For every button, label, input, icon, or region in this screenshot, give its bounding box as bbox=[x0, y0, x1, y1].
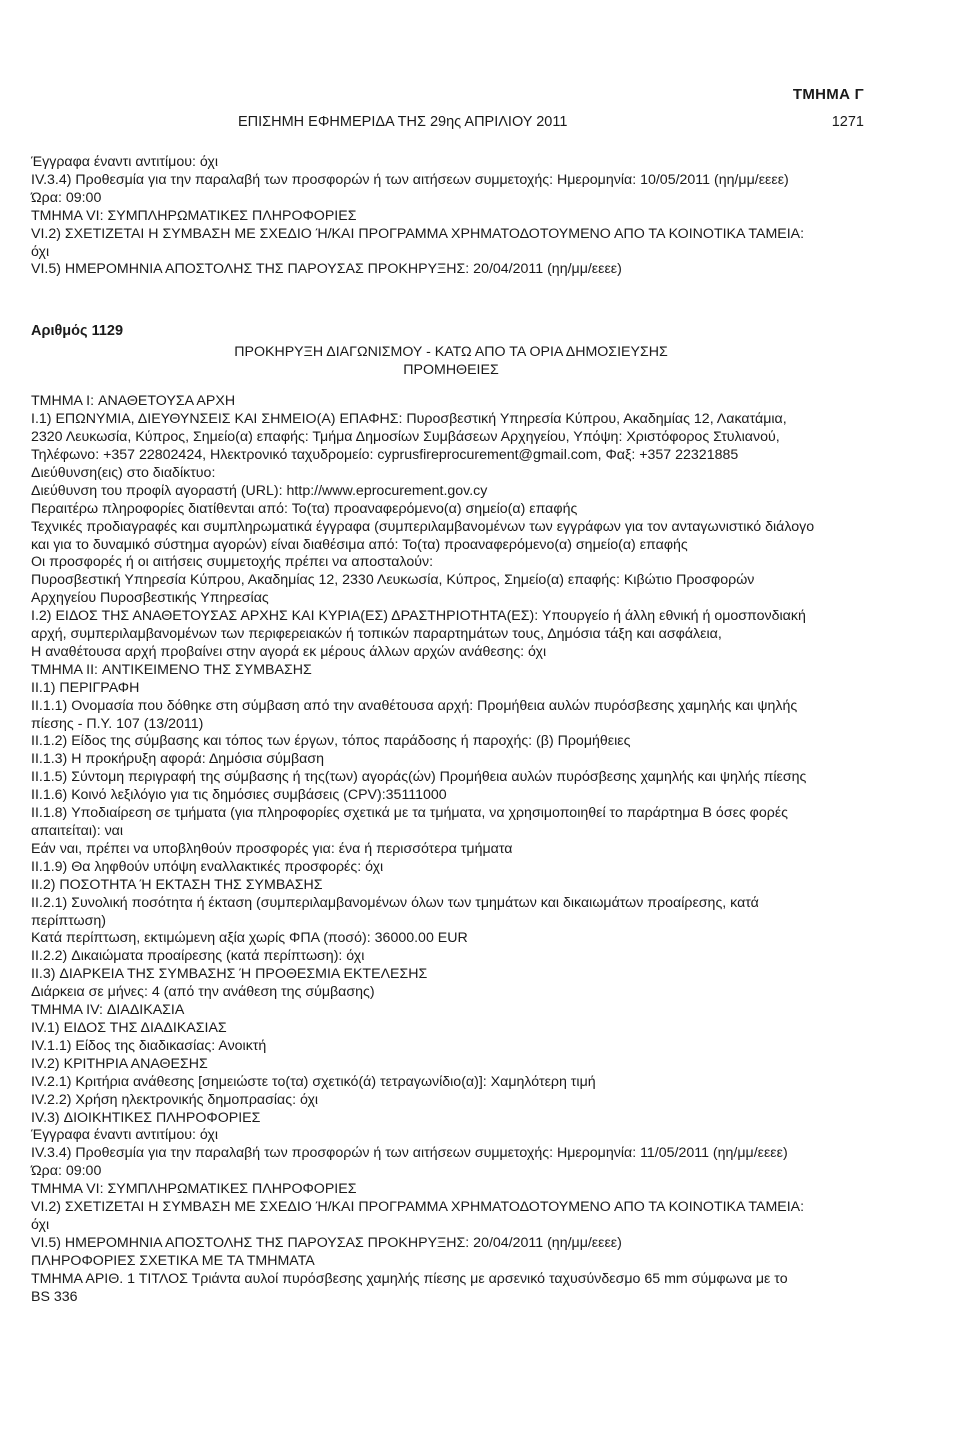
text-line: Ώρα: 09:00 bbox=[31, 189, 102, 206]
text-line: IV.1.1) Είδος της διαδικασίας: Ανοικτή bbox=[31, 1037, 267, 1054]
notice-title-line: ΠΡΟΚΗΡΥΞΗ ΔΙΑΓΩΝΙΣΜΟΥ - ΚΑΤΩ ΑΠΟ ΤΑ ΟΡΙΑ ΔΗΜΟΣΙΕΥΣΗΣ bbox=[234, 344, 668, 361]
text-line: II.1.5) Σύντομη περιγραφή της σύμβασης ή της(των) αγοράς(ών) Προμήθεια αυλών πυρόσβεσης χαμηλής και ψηλής πίεσης bbox=[31, 769, 807, 786]
text-line: VI.5) ΗΜΕΡΟΜΗΝΙΑ ΑΠΟΣΤΟΛΗΣ ΤΗΣ ΠΑΡΟΥΣΑΣ ΠΡΟΚΗΡΥΞΗΣ: 20/04/2011 (ηη/μμ/εεεε) bbox=[31, 1234, 622, 1251]
text-line: ΤΜΗΜΑ I: ΑΝΑΘΕΤΟΥΣΑ ΑΡΧΗ bbox=[31, 393, 236, 410]
text-line: Οι προσφορές ή οι αιτήσεις συμμετοχής πρέπει να αποσταλούν: bbox=[31, 554, 434, 571]
notice-title bbox=[31, 343, 871, 379]
text-line: απαιτείται): ναι bbox=[31, 823, 124, 839]
text-line: Διεύθυνση του προφίλ αγοραστή (URL): http://www.eprocurement.gov.cy bbox=[31, 482, 488, 499]
text-line: περίπτωση) bbox=[31, 912, 106, 929]
document-body bbox=[31, 154, 871, 1306]
text-line: όχι bbox=[31, 243, 50, 260]
text-line: II.3) ΔΙΑΡΚΕΙΑ ΤΗΣ ΣΥΜΒΑΣΗΣ Ή ΠΡΟΘΕΣΜΙΑ ΕΚΤΕΛΕΣΗΣ bbox=[31, 966, 428, 983]
gazette-title: ΕΠΙΣΗΜΗ ΕΦΗΜΕΡΙΔΑ ΤΗΣ 29ης ΑΠΡΙΛΙΟΥ 2011 bbox=[238, 114, 568, 130]
text-line: 2320 Λευκωσία, Κύπρος, Σημείο(α) επαφής: Τμήμα Δημοσίων Συμβάσεων Αρχηγείου, Υπόψη: Χριστόφορος Στυλιανού, bbox=[31, 429, 780, 446]
text-line: Τηλέφωνο: +357 22802424, Ηλεκτρονικό ταχυδρομείο: cyprusfireprocurement@gmail.com, Φαξ: +357 22321885 bbox=[31, 446, 739, 463]
text-line: ΤΜΗΜΑ II: ΑΝΤΙΚΕΙΜΕΝΟ ΤΗΣ ΣΥΜΒΑΣΗΣ bbox=[31, 661, 312, 678]
text-line: πίεσης - Π.Υ. 107 (13/2011) bbox=[31, 715, 204, 732]
text-line: Διεύθυνση(εις) στο διαδίκτυο: bbox=[31, 464, 216, 481]
text-line: αρχή, συμπεριλαμβανομένων των περιφερειακών ή τοπικών παραρτημάτων τους, Δημόσια τάξη και ασφάλεια, bbox=[31, 626, 722, 643]
text-line: BS 336 bbox=[31, 1288, 78, 1305]
text-line: II.1.2) Είδος της σύμβασης και τόπος των έργων, τόπος παράδοσης ή παροχής: (β) Προμήθειες bbox=[31, 733, 631, 750]
text-line: VI.2) ΣΧΕΤΙΖΕΤΑΙ Η ΣΥΜΒΑΣΗ ΜΕ ΣΧΕΔΙΟ Ή/ΚΑΙ ΠΡΟΓΡΑΜΜΑ ΧΡΗΜΑΤΟΔΟΤΟΥΜΕΝΟ ΑΠΟ ΤΑ ΚΟΙΝΟΤΙΚΑ ΤΑΜΕΙΑ: bbox=[31, 1199, 805, 1216]
text-line: Αρχηγείου Πυροσβεστικής Υπηρεσίας bbox=[31, 590, 269, 607]
previous-notice-tail bbox=[31, 154, 871, 279]
text-line: ΤΜΗΜΑ VI: ΣΥΜΠΛΗΡΩΜΑΤΙΚΕΣ ΠΛΗΡΟΦΟΡΙΕΣ bbox=[31, 1181, 357, 1198]
text-line: Πυροσβεστική Υπηρεσία Κύπρου, Ακαδημίας 12, 2330 Λευκωσία, Κύπρος, Σημείο(α) επαφής: Κιβώτιο Προσφορών bbox=[31, 572, 755, 589]
text-line: ΤΜΗΜΑ IV: ΔΙΑΔΙΚΑΣΙΑ bbox=[31, 1002, 185, 1019]
text-line: II.1) ΠΕΡΙΓΡΑΦΗ bbox=[31, 679, 140, 696]
text-line: Εάν ναι, πρέπει να υποβληθούν προσφορές για: ένα ή περισσότερα τμήματα bbox=[31, 840, 513, 857]
text-line: και για το δυναμικό σύστημα αγορών) είναι διαθέσιμα από: Το(τα) προαναφερόμενο(α) σημείο(α) επαφής bbox=[31, 536, 688, 553]
text-line: VI.5) ΗΜΕΡΟΜΗΝΙΑ ΑΠΟΣΤΟΛΗΣ ΤΗΣ ΠΑΡΟΥΣΑΣ ΠΡΟΚΗΡΥΞΗΣ: 20/04/2011 (ηη/μμ/εεεε) bbox=[31, 261, 622, 278]
text-line: II.1.8) Υποδιαίρεση σε τμήματα (για πληροφορίες σχετικά με τα τμήματα, να χρησιμοποιηθεί το παράρτημα Β όσες φορές bbox=[31, 805, 788, 822]
section-label: ΤΜΗΜΑ Γ bbox=[792, 86, 864, 103]
notice-body bbox=[31, 393, 871, 1306]
text-line: όχι bbox=[31, 1216, 50, 1233]
text-line: II.2) ΠΟΣΟΤΗΤΑ Ή ΕΚΤΑΣΗ ΤΗΣ ΣΥΜΒΑΣΗΣ bbox=[31, 876, 323, 893]
text-line: II.2.1) Συνολική ποσότητα ή έκταση (συμπεριλαμβανομένων όλων των τμημάτων και δικαιωμάτων προαίρεσης, κατά bbox=[31, 894, 759, 911]
text-line: ΠΛΗΡΟΦΟΡΙΕΣ ΣΧΕΤΙΚΑ ΜΕ ΤΑ ΤΜΗΜΑΤΑ bbox=[31, 1252, 315, 1269]
text-line: Έγγραφα έναντι αντιτίμου: όχι bbox=[31, 154, 218, 170]
text-line: VI.2) ΣΧΕΤΙΖΕΤΑΙ Η ΣΥΜΒΑΣΗ ΜΕ ΣΧΕΔΙΟ Ή/ΚΑΙ ΠΡΟΓΡΑΜΜΑ ΧΡΗΜΑΤΟΔΟΤΟΥΜΕΝΟ ΑΠΟ ΤΑ ΚΟΙΝΟΤΙΚΑ ΤΑΜΕΙΑ: bbox=[31, 225, 805, 242]
text-line: IV.3.4) Προθεσμία για την παραλαβή των προσφορών ή των αιτήσεων συμμετοχής: Ημερομηνία: 10/05/2011 (ηη/μμ/εεεε) bbox=[31, 171, 789, 188]
text-line: I.1) ΕΠΩΝΥΜΙΑ, ΔΙΕΥΘΥΝΣΕΙΣ ΚΑΙ ΣΗΜΕΙΟ(Α) ΕΠΑΦΗΣ: Πυροσβεστική Υπηρεσία Κύπρου, Ακαδημίας 12, Λακατάμια, bbox=[31, 411, 787, 428]
text-line: ΤΜΗΜΑ VI: ΣΥΜΠΛΗΡΩΜΑΤΙΚΕΣ ΠΛΗΡΟΦΟΡΙΕΣ bbox=[31, 207, 357, 224]
text-line: I.2) ΕΙΔΟΣ ΤΗΣ ΑΝΑΘΕΤΟΥΣΑΣ ΑΡΧΗΣ ΚΑΙ ΚΥΡΙΑ(ΕΣ) ΔΡΑΣΤΗΡΙΟΤΗΤΑ(ΕΣ): Υπουργείο ή άλλη εθνική ή ομοσπονδιακή bbox=[31, 608, 806, 625]
text-line: Τεχνικές προδιαγραφές και συμπληρωματικά έγγραφα (συμπεριλαμβανομένων των εγγράφων για τον ανταγωνιστικό διάλογο bbox=[31, 518, 815, 535]
text-line: Διάρκεια σε μήνες: 4 (από την ανάθεση της σύμβασης) bbox=[31, 984, 375, 1001]
notice-title-line: ΠΡΟΜΗΘΕΙΕΣ bbox=[403, 362, 499, 379]
text-line: IV.3.4) Προθεσμία για την παραλαβή των προσφορών ή των αιτήσεων συμμετοχής: Ημερομηνία: 11/05/2011 (ηη/μμ/εεεε) bbox=[31, 1145, 788, 1162]
text-line: II.2.2) Δικαιώματα προαίρεσης (κατά περίπτωση): όχι bbox=[31, 948, 365, 965]
text-line: Έγγραφα έναντι αντιτίμου: όχι bbox=[31, 1127, 218, 1144]
text-line: IV.2.1) Κριτήρια ανάθεσης [σημειώστε το(τα) σχετικό(ά) τετραγωνίδιο(α)]: Χαμηλότερη τιμή bbox=[31, 1073, 596, 1090]
text-line: ΤΜΗΜΑ ΑΡΙΘ. 1 ΤΙΤΛΟΣ Τριάντα αυλοί πυρόσβεσης χαμηλής πίεσης με αρσενικό ταχυσύνδεσμο 65 mm σύμφωνα με το bbox=[31, 1270, 788, 1287]
notice-number: Αριθμός 1129 bbox=[31, 323, 124, 340]
text-line: IV.2) ΚΡΙΤΗΡΙΑ ΑΝΑΘΕΣΗΣ bbox=[31, 1055, 208, 1072]
text-line: Περαιτέρω πληροφορίες διατίθενται από: Το(τα) προαναφερόμενο(α) σημείο(α) επαφής bbox=[31, 500, 578, 517]
text-line: II.1.6) Κοινό λεξιλόγιο για τις δημόσιες συμβάσεις (CPV):35111000 bbox=[31, 787, 447, 804]
text-line: II.1.1) Ονομασία που δόθηκε στη σύμβαση από την αναθέτουσα αρχή: Προμήθεια αυλών πυρόσβεσης χαμηλής και ψηλής bbox=[31, 697, 798, 714]
text-line: II.1.3) Η προκήρυξη αφορά: Δημόσια σύμβαση bbox=[31, 751, 324, 768]
text-line: Ώρα: 09:00 bbox=[31, 1163, 102, 1180]
text-line: Η αναθέτουσα αρχή προβαίνει στην αγορά εκ μέρους άλλων αρχών ανάθεσης: όχι bbox=[31, 643, 547, 660]
text-line: Κατά περίπτωση, εκτιμώμενη αξία χωρίς ΦΠΑ (ποσό): 36000.00 EUR bbox=[31, 930, 468, 947]
text-line: IV.1) ΕΙΔΟΣ ΤΗΣ ΔΙΑΔΙΚΑΣΙΑΣ bbox=[31, 1019, 227, 1036]
text-line: IV.2.2) Χρήση ηλεκτρονικής δημοπρασίας: όχι bbox=[31, 1091, 319, 1108]
text-line: II.1.9) Θα ληφθούν υπόψη εναλλακτικές προσφορές: όχι bbox=[31, 858, 384, 875]
text-line: IV.3) ΔΙΟΙΚΗΤΙΚΕΣ ΠΛΗΡΟΦΟΡΙΕΣ bbox=[31, 1109, 261, 1126]
page-number: 1271 bbox=[831, 114, 864, 130]
